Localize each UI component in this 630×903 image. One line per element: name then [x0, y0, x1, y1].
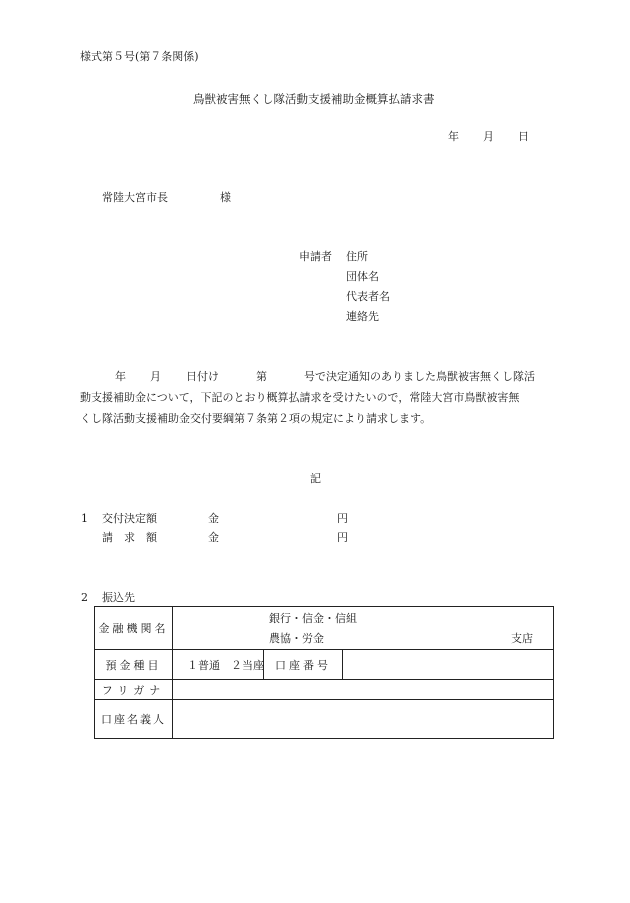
document-title: 鳥獣被害無くし隊活動支援補助金概算払請求書	[193, 92, 435, 106]
addressee-honorific: 様	[220, 191, 231, 204]
applicant-contact-label: 連絡先	[346, 310, 379, 323]
applicant-representative-label: 代表者名	[346, 290, 390, 303]
body-month: 月	[150, 370, 161, 383]
furigana-field[interactable]	[173, 680, 554, 700]
form-number: 様式第５号(第７条関係)	[80, 50, 199, 63]
body-year: 年	[115, 370, 126, 383]
institution-label: 金融機関名	[95, 607, 173, 650]
ki-heading: 記	[310, 472, 321, 485]
deposit-row	[95, 650, 554, 680]
date-year: 年	[448, 130, 459, 143]
transfer-destination-title: 振込先	[102, 591, 135, 604]
body-line3: くし隊活動支援補助金交付要綱第７条第２項の規定により請求します。	[80, 412, 432, 425]
request-amount-label: 請 求 額	[102, 531, 157, 544]
account-holder-field[interactable]	[173, 700, 554, 739]
institution-types-2: 農協・労金	[269, 632, 324, 645]
applicant-address-label: 住所	[346, 250, 368, 263]
deposit-type-label: 預金種目	[95, 650, 173, 680]
request-amount-yen: 円	[337, 531, 348, 544]
date-month: 月	[483, 130, 494, 143]
applicant-group-label: 団体名	[346, 270, 379, 283]
bank-account-table	[94, 606, 554, 739]
request-amount-kin: 金	[208, 531, 219, 544]
decision-amount-label: 交付決定額	[102, 512, 157, 525]
body-line2: 動支援補助金について，下記のとおり概算払請求を受けたいので，常陸大宮市鳥獣被害無	[80, 391, 520, 404]
institution-types-1: 銀行・信金・信組	[269, 612, 357, 625]
deposit-type-options[interactable]: １普通 ２当座	[173, 650, 264, 680]
furigana-label: フリガナ	[95, 680, 173, 700]
furigana-row	[95, 680, 554, 700]
account-number-label: 口座番号	[264, 650, 343, 680]
applicant-label: 申請者	[299, 250, 332, 263]
addressee-name: 常陸大宮市長	[102, 191, 168, 204]
branch-label: 支店	[511, 632, 533, 645]
date-day: 日	[518, 130, 529, 143]
body-dai: 第	[256, 370, 267, 383]
institution-cell[interactable]	[173, 607, 554, 650]
body-line1-rest: 号で決定通知のありました鳥獣被害無くし隊活	[304, 370, 535, 383]
decision-amount-kin: 金	[208, 512, 219, 525]
decision-amount-yen: 円	[337, 512, 348, 525]
institution-row	[95, 607, 554, 650]
item1-number: 1	[81, 512, 88, 525]
body-dated: 日付け	[186, 370, 219, 383]
holder-row	[95, 700, 554, 739]
account-number-field[interactable]	[343, 650, 554, 680]
item2-number: 2	[81, 591, 88, 604]
account-holder-label: 口座名義人	[95, 700, 173, 739]
